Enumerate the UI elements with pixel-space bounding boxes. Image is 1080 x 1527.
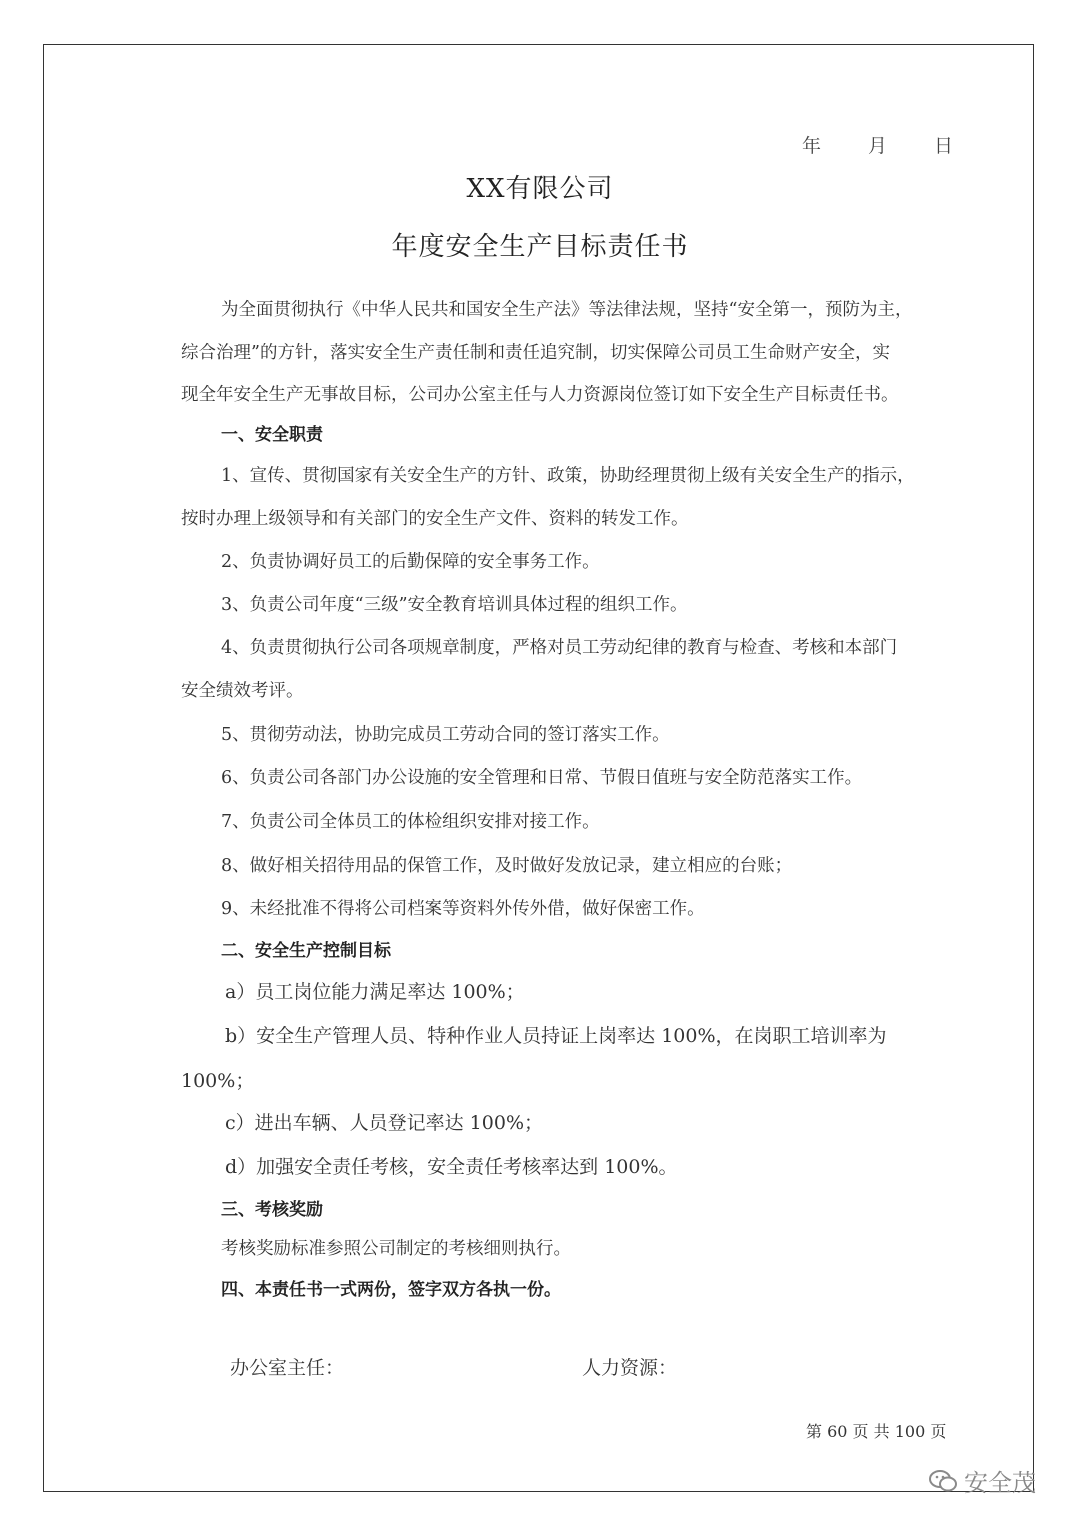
- duty-6: 6、负责公司各部门办公设施的安全管理和日常、节假日值班与安全防范落实工作。: [221, 768, 863, 788]
- year-label: 年: [802, 135, 822, 157]
- duty-3: 3、负责公司年度“三级”安全教育培训具体过程的组织工作。: [221, 595, 688, 615]
- goal-c: c）进出车辆、人员登记率达 100%；: [225, 1112, 544, 1134]
- section-heading-copies: 四、本责任书一式两份，签字双方各执一份。: [221, 1280, 561, 1300]
- section-heading-goals: 二、安全生产控制目标: [221, 941, 391, 961]
- document-title: 年度安全生产目标责任书: [391, 232, 689, 262]
- intro-line-1: 为全面贯彻执行《中华人民共和国安全生产法》等法律法规，坚持“安全第一，预防为主，: [221, 300, 913, 320]
- goal-b-line-1: b）安全生产管理人员、特种作业人员持证上岗率达 100%，在岗职工培训率为: [225, 1025, 887, 1047]
- duty-8: 8、做好相关招待用品的保管工作，及时做好发放记录，建立相应的台账；: [221, 856, 793, 876]
- duty-1-line-2: 按时办理上级领导和有关部门的安全生产文件、资料的转发工作。: [181, 509, 689, 529]
- goal-b-line-2: 100%；: [181, 1070, 255, 1092]
- duty-4-line-2: 安全绩效考评。: [181, 681, 304, 701]
- company-title: XX有限公司: [466, 174, 614, 204]
- page-number: 第 60 页 共 100 页: [806, 1422, 947, 1441]
- watermark: [928, 1463, 1036, 1498]
- duty-9: 9、未经批准不得将公司档案等资料外传外借，做好保密工作。: [221, 899, 705, 919]
- wechat-icon: [928, 1468, 958, 1494]
- day-label: 日: [934, 135, 954, 157]
- intro-line-2: 综合治理”的方针，落实安全生产责任制和责任追究制，切实保障公司员工生命财产安全，实: [181, 343, 890, 363]
- goal-a: a）员工岗位能力满足率达 100%；: [225, 981, 525, 1003]
- signature-hr: 人力资源：: [582, 1357, 678, 1379]
- duty-5: 5、贯彻劳动法，协助完成员工劳动合同的签订落实工作。: [221, 725, 670, 745]
- intro-line-3: 现全年安全生产无事故目标，公司办公室主任与人力资源岗位签订如下安全生产目标责任书。: [181, 385, 899, 405]
- goal-d: d）加强安全责任考核，安全责任考核率达到 100%。: [225, 1156, 678, 1178]
- duty-7: 7、负责公司全体员工的体检组织安排对接工作。: [221, 812, 600, 832]
- reward-text: 考核奖励标准参照公司制定的考核细则执行。: [221, 1239, 571, 1259]
- duty-4-line-1: 4、负责贯彻执行公司各项规章制度，严格对员工劳动纪律的教育与检查、考核和本部门: [221, 638, 898, 658]
- section-heading-duties: 一、安全职责: [221, 425, 323, 445]
- duty-1-line-1: 1、宣传、贯彻国家有关安全生产的方针、政策，协助经理贯彻上级有关安全生产的指示，: [221, 466, 915, 486]
- watermark-text: 安全茂: [964, 1469, 1036, 1497]
- duty-2: 2、负责协调好员工的后勤保障的安全事务工作。: [221, 552, 600, 572]
- month-label: 月: [868, 135, 888, 157]
- signature-office-director: 办公室主任：: [230, 1357, 345, 1379]
- section-heading-reward: 三、考核奖励: [221, 1200, 323, 1220]
